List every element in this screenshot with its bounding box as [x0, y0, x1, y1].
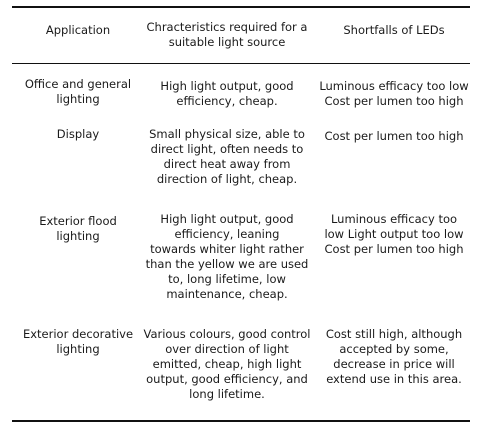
header-shortfalls: Shortfalls of LEDs	[343, 23, 445, 37]
header-characteristics: Chracteristics required for a suitable light source	[146, 20, 308, 49]
table-top-rule	[12, 6, 470, 8]
row-decorative-application: Exterior decorative lighting	[22, 327, 134, 356]
row-decorative-characteristics: Various colours, good control over direction of light emitted, cheap, high light output, good efficiency, and long lifetime.	[143, 327, 311, 401]
row-display-application: Display	[56, 127, 100, 141]
row-display-shortfalls: Cost per lumen too high	[324, 129, 464, 143]
row-decorative-shortfalls: Cost still high, although accepted by some, decrease in price will extend use in this area.	[325, 327, 463, 386]
header-application: Application	[45, 23, 111, 37]
row-flood-characteristics: High light output, good efficiency, leaning towards whiter light rather than the yellow we are used to, long lifetime, low maintenance, cheap.	[145, 212, 309, 301]
table-bottom-rule	[12, 420, 470, 422]
row-flood-shortfalls: Luminous efficacy too low Light output too low Cost per lumen too high	[324, 212, 464, 256]
row-office-shortfalls: Luminous efficacy too low Cost per lumen too high	[319, 79, 469, 108]
row-office-application: Office and general lighting	[24, 77, 132, 106]
table-header-rule	[12, 63, 470, 64]
row-flood-application: Exterior flood lighting	[39, 214, 117, 243]
row-display-characteristics: Small physical size, able to direct light, often needs to direct heat away from direction of light, cheap.	[149, 127, 305, 186]
row-office-characteristics: High light output, good efficiency, cheap.	[160, 79, 294, 108]
